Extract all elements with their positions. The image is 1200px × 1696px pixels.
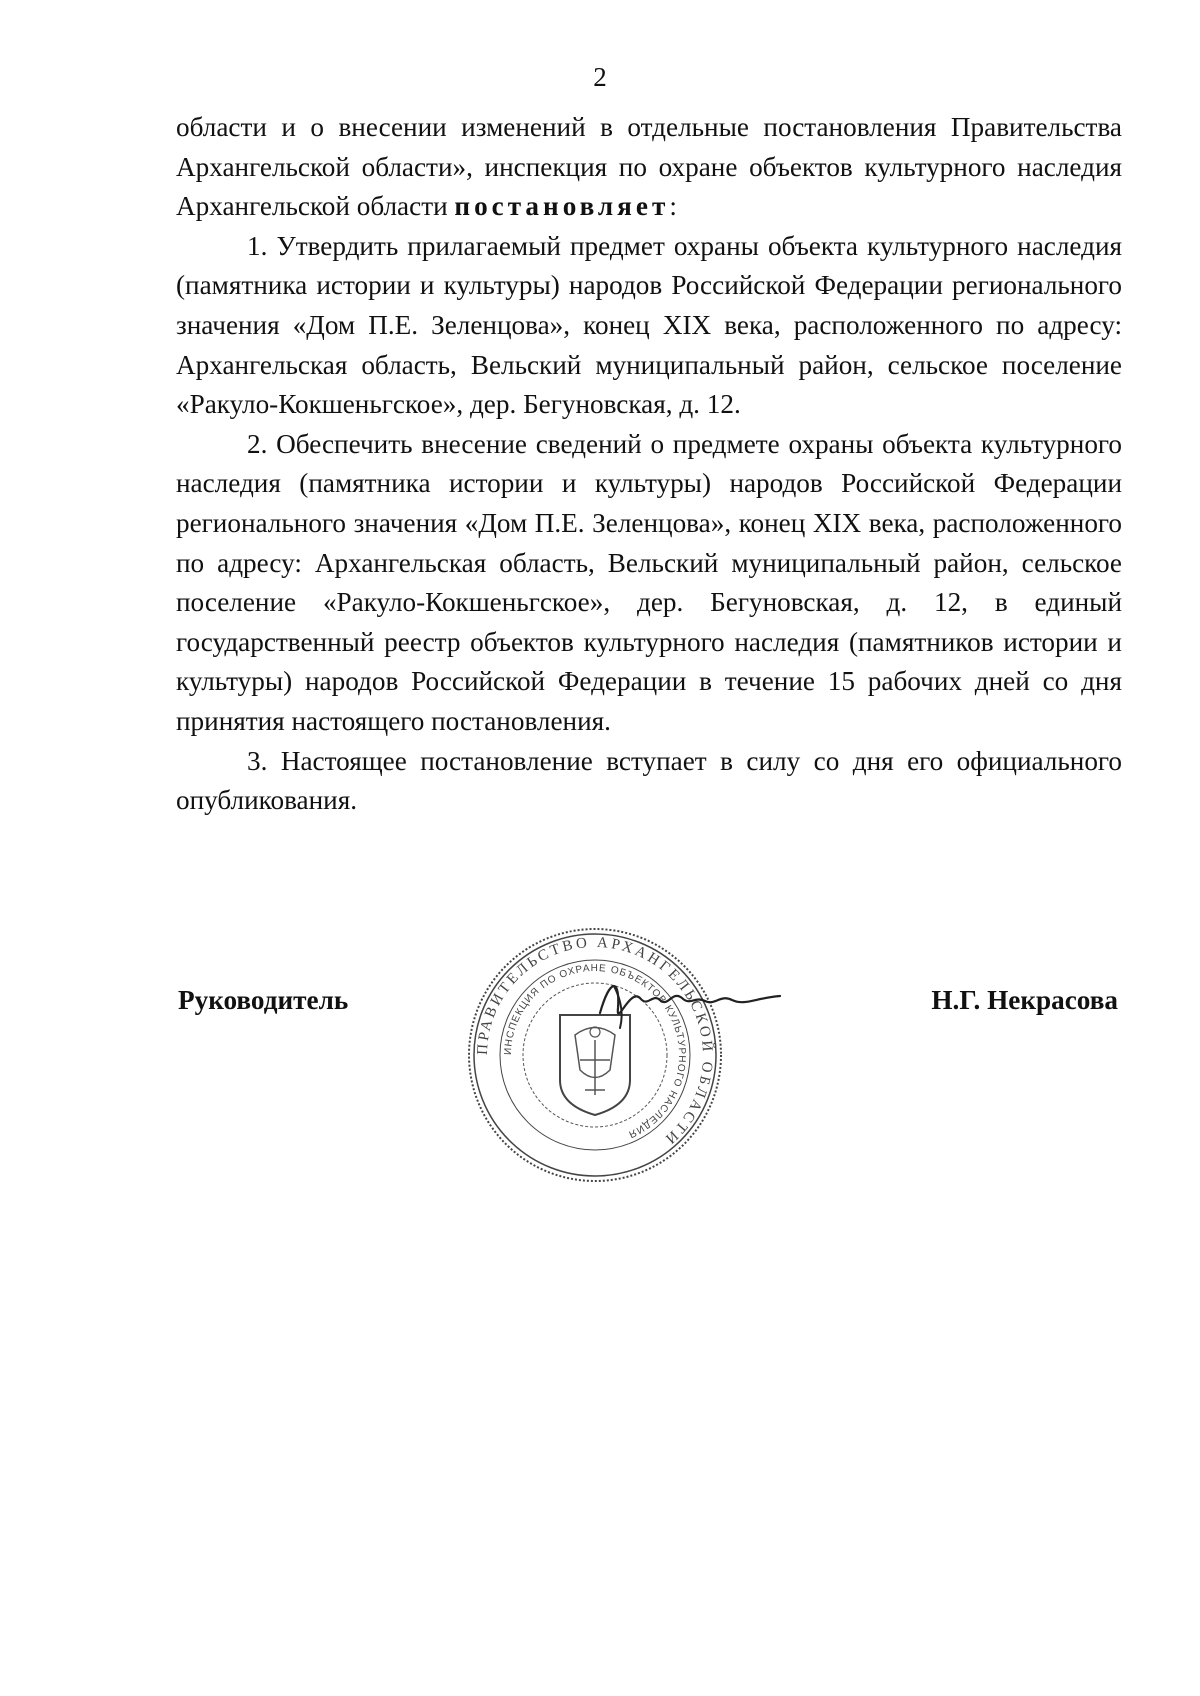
intro-text: области и о внесении изменений в отдельные постановления Правительства Архангельской области», инспекция по охране объектов культурного наследия Архангельской области [176, 112, 1122, 222]
item-1: 1. Утвердить прилагаемый предмет охраны объекта культурного наследия (памятника истории и культуры) народов Российской Федерации регионального значения «Дом П.Е. Зеленцова», конец XIX века, расположенного по адресу: Архангельская область, Вельский муниципальный район, сельское поселение «Ракуло-Кокшеньгское», дер. Бегуновская, д. 12. [176, 230, 1122, 420]
item-3: 3. Настоящее постановление вступает в силу со дня его официального опубликования. [176, 745, 1122, 816]
page-number: 2 [593, 62, 607, 92]
signatory-position: Руководитель [178, 985, 349, 1015]
resolves-word: постановляет [454, 191, 670, 222]
signatory-name: Н.Г. Некрасова [931, 985, 1118, 1015]
handwritten-signature [590, 968, 790, 1038]
intro-end: : [669, 191, 677, 222]
seal-inner-text: ИНСПЕКЦИЯ ПО ОХРАНЕ ОБЪЕКТОВ КУЛЬТУРНОГО НАСЛЕДИЯ [502, 962, 688, 1140]
official-seal [460, 920, 730, 1190]
item-2: 2. Обеспечить внесение сведений о предмете охраны объекта культурного наследия (памятника истории и культуры) народов Российской Федерации регионального значения «Дом П.Е. Зеленцова», конец XIX века, расположенного по адресу: Архангельская область, Вельский муниципальный район, сельское поселение «Ракуло-Кокшеньгское», дер. Бегуновская, д. 12, в единый государственный реестр объектов культурного наследия (памятников истории и культуры) народов Российской Федерации в течение 15 рабочих дней со дня принятия настоящего постановления. [176, 428, 1122, 736]
intro-paragraph [176, 108, 1122, 227]
seal-outer-text: ПРАВИТЕЛЬСТВО АРХАНГЕЛЬСКОЙ ОБЛАСТИ [474, 934, 716, 1149]
document-body [176, 108, 1122, 821]
